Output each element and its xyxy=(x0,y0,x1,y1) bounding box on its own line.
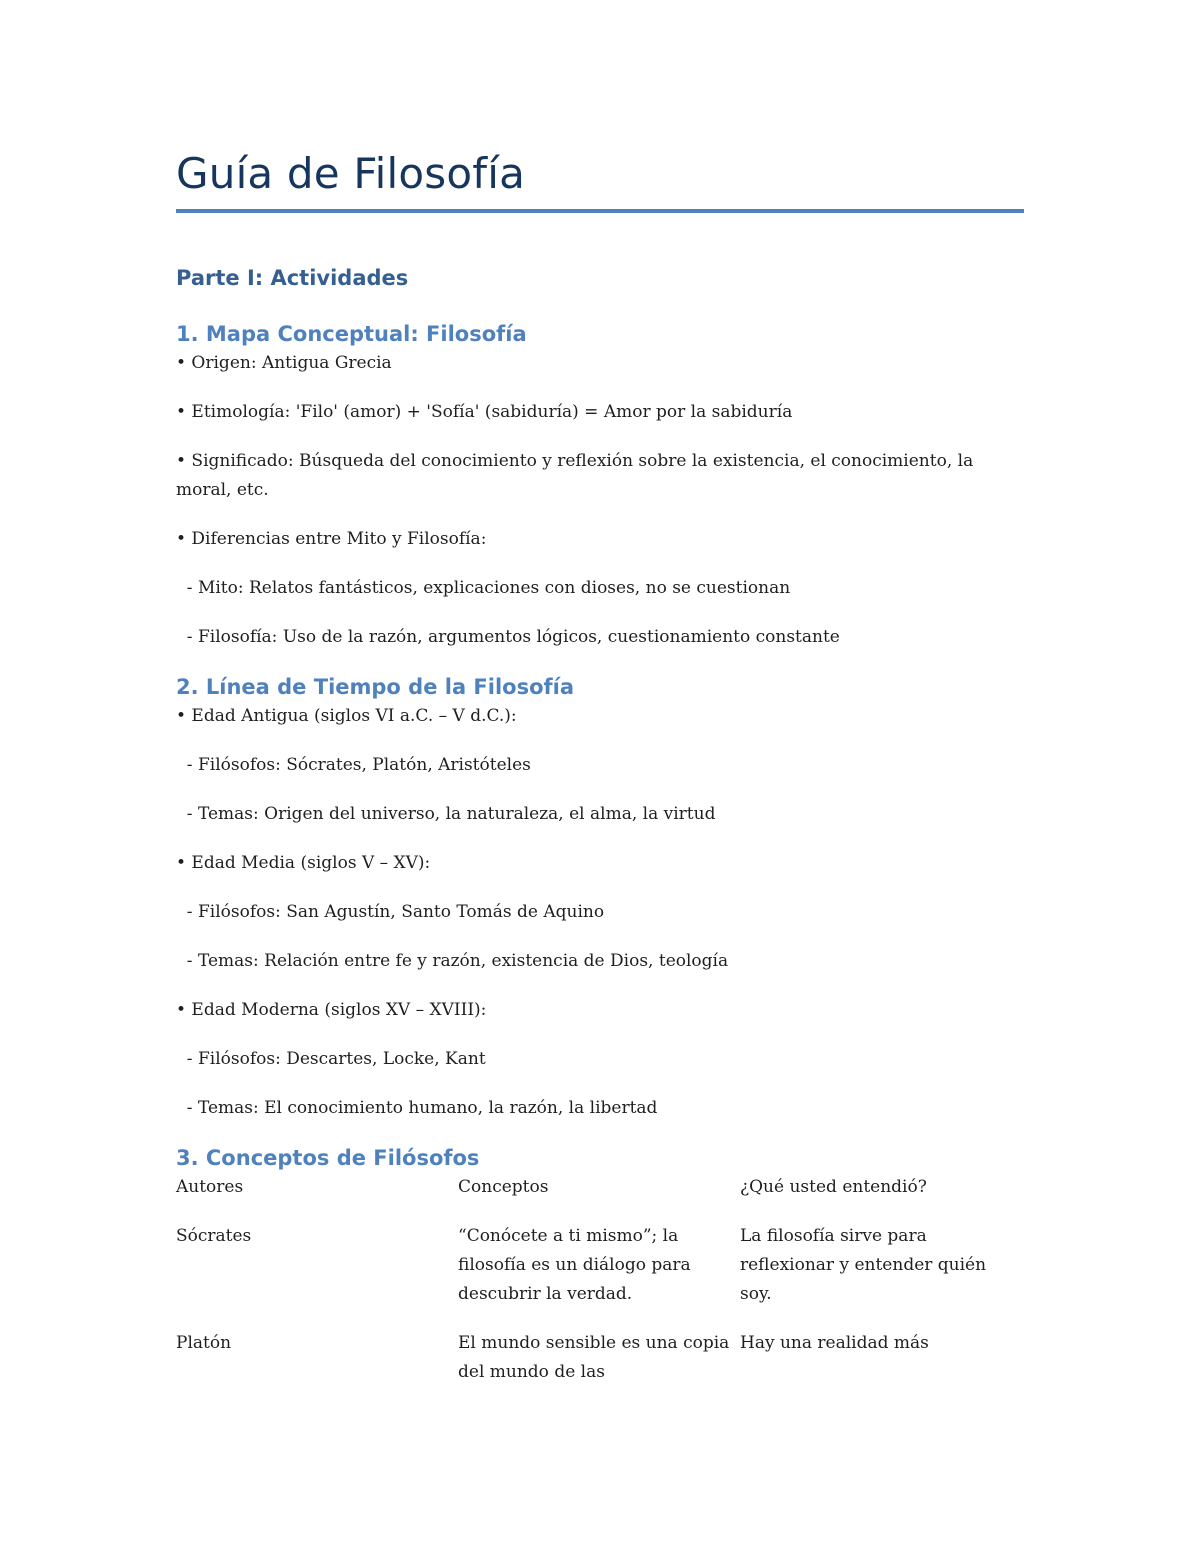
table-cell-author: Platón xyxy=(176,1333,232,1353)
table-cell-concept: “Conócete a ti mismo”; la filosofía es un diálogo para descubrir la verdad. xyxy=(458,1226,691,1304)
paragraph-significado: • Significado: Búsqueda del conocimiento y reflexión sobre la existencia, el conocimiento, la moral, etc. xyxy=(176,451,974,500)
paragraph-filosofia: - Filosofía: Uso de la razón, argumentos lógicos, cuestionamiento constante xyxy=(176,627,840,647)
paragraph-edad-antigua: • Edad Antigua (siglos VI a.C. – V d.C.): xyxy=(176,706,517,726)
section-heading-linea-tiempo: 2. Línea de Tiempo de la Filosofía xyxy=(176,675,575,699)
document-title: Guía de Filosofía xyxy=(176,149,526,198)
paragraph-mito: - Mito: Relatos fantásticos, explicaciones con dioses, no se cuestionan xyxy=(176,578,791,598)
paragraph-media-filosofos: - Filósofos: San Agustín, Santo Tomás de Aquino xyxy=(176,902,605,922)
table-header-row xyxy=(176,1173,1024,1202)
paragraph-moderna-filosofos: - Filósofos: Descartes, Locke, Kant xyxy=(176,1049,486,1069)
paragraph-edad-moderna: • Edad Moderna (siglos XV – XVIII): xyxy=(176,1000,487,1020)
part-heading: Parte I: Actividades xyxy=(176,266,409,290)
table-cell-author: Sócrates xyxy=(176,1226,252,1246)
paragraph-edad-media: • Edad Media (siglos V – XV): xyxy=(176,853,431,873)
paragraph-etimologia: • Etimología: 'Filo' (amor) + 'Sofía' (sabiduría) = Amor por la sabiduría xyxy=(176,402,793,422)
concepts-table xyxy=(176,1173,1024,1387)
paragraph-origen: • Origen: Antigua Grecia xyxy=(176,353,392,373)
table-cell-understanding: La filosofía sirve para reflexionar y entender quién soy. xyxy=(740,1226,987,1304)
table-header-autores: Autores xyxy=(176,1177,244,1197)
table-header-conceptos: Conceptos xyxy=(458,1177,549,1197)
table-cell-understanding: Hay una realidad más xyxy=(740,1333,929,1353)
table-row xyxy=(176,1222,1024,1309)
document-body xyxy=(176,146,1024,1387)
paragraph-moderna-temas: - Temas: El conocimiento humano, la razón, la libertad xyxy=(176,1098,658,1118)
section-heading-conceptos: 3. Conceptos de Filósofos xyxy=(176,1146,480,1170)
table-row xyxy=(176,1329,1024,1387)
table-header-entendio: ¿Qué usted entendió? xyxy=(740,1177,927,1197)
table-cell-concept: El mundo sensible es una copia del mundo de las xyxy=(458,1333,730,1382)
paragraph-media-temas: - Temas: Relación entre fe y razón, existencia de Dios, teología xyxy=(176,951,729,971)
section-heading-mapa-conceptual: 1. Mapa Conceptual: Filosofía xyxy=(176,322,527,346)
paragraph-diferencias: • Diferencias entre Mito y Filosofía: xyxy=(176,529,487,549)
paragraph-antigua-temas: - Temas: Origen del universo, la naturaleza, el alma, la virtud xyxy=(176,804,716,824)
paragraph-antigua-filosofos: - Filósofos: Sócrates, Platón, Aristóteles xyxy=(176,755,531,775)
title-underline-rule xyxy=(176,209,1024,213)
